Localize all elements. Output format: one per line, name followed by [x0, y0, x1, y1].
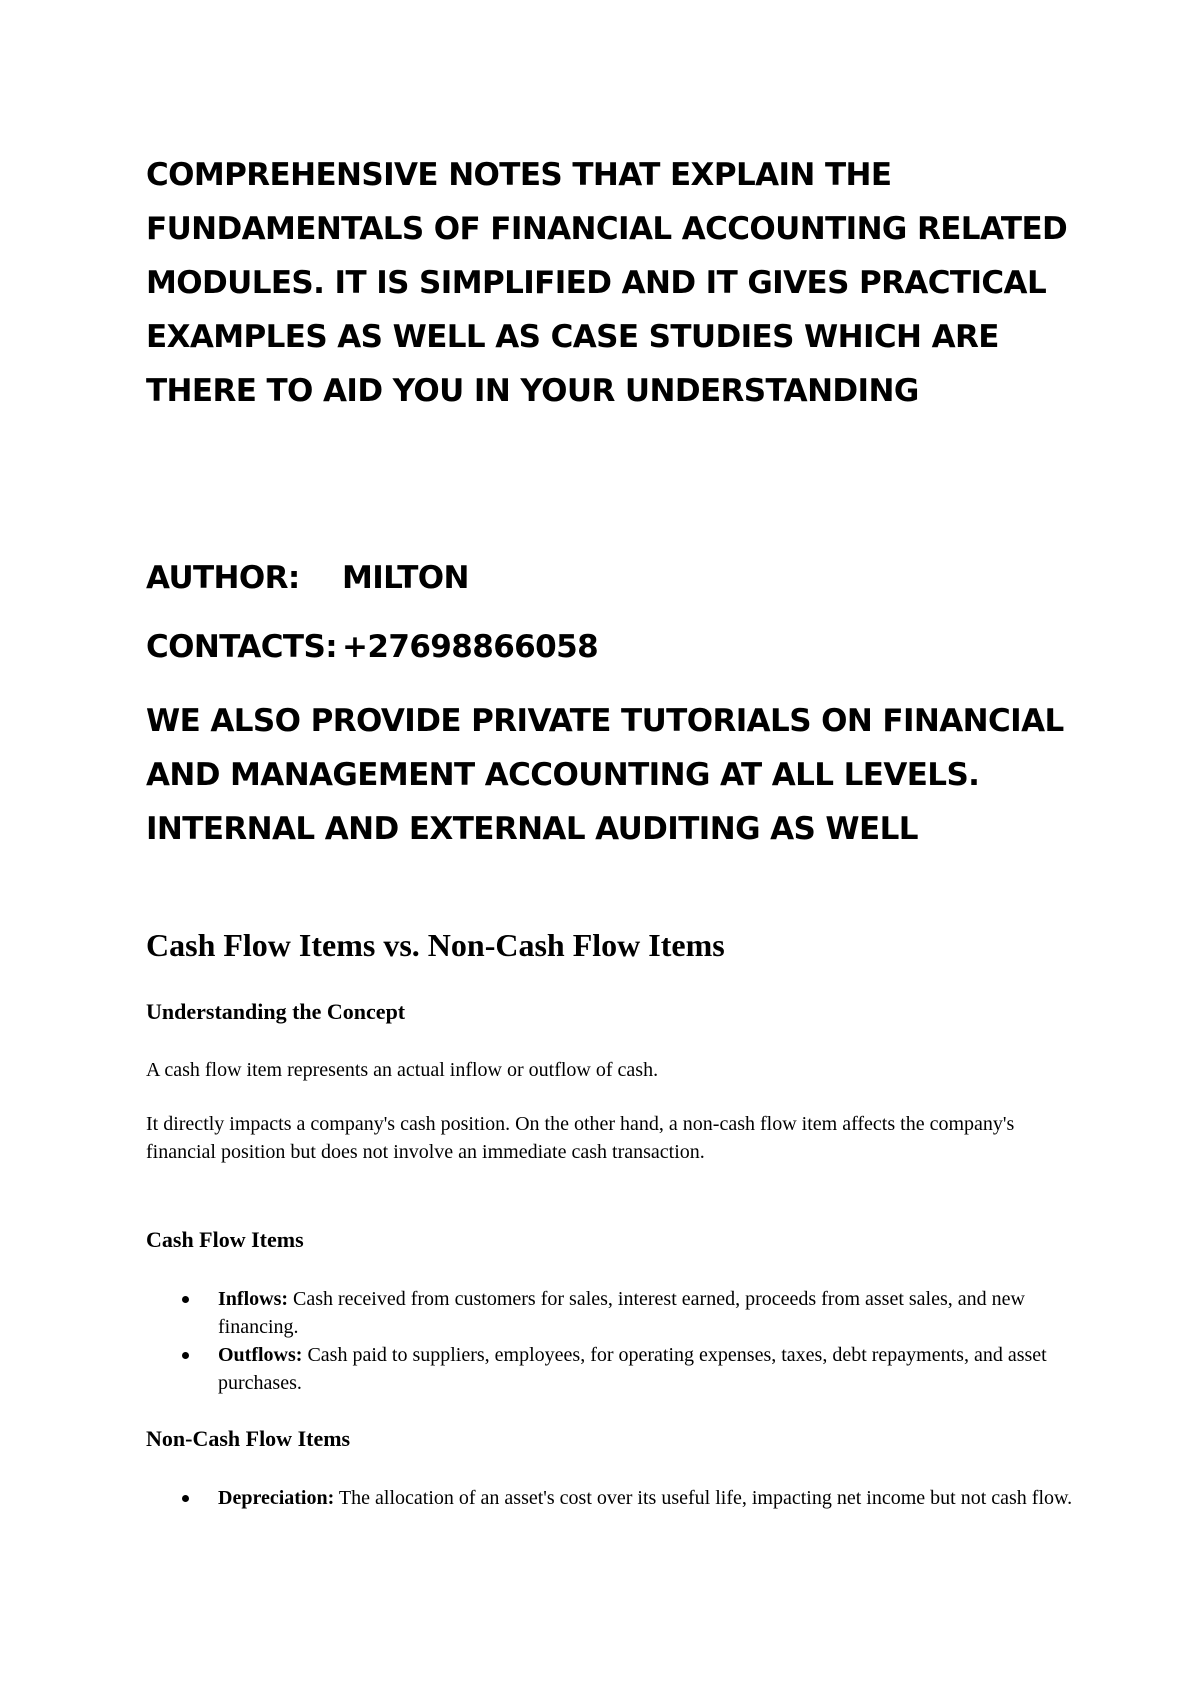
concept-heading: Understanding the Concept	[146, 999, 406, 1024]
bullet-term: Outflows:	[218, 1344, 303, 1366]
bullet-term: Depreciation:	[218, 1487, 335, 1509]
concept-paragraph: A cash flow item represents an actual inflow or outflow of cash.	[146, 1059, 659, 1081]
non-cash-flow-items-list	[146, 1484, 1076, 1512]
bullet-text: Cash paid to suppliers, employees, for operating expenses, taxes, debt repayments, and asset purchases.	[218, 1344, 1047, 1394]
intro-heading: COMPREHENSIVE NOTES THAT EXPLAIN THE FUNDAMENTALS OF FINANCIAL ACCOUNTING RELATED MODULES. IT IS SIMPLIFIED AND IT GIVES PRACTICAL EXAMPLES AS WELL AS CASE STUDIES WHICH ARE THERE TO AID YOU IN YOUR UNDERSTANDING	[146, 157, 1068, 409]
tutorials-promo: WE ALSO PROVIDE PRIVATE TUTORIALS ON FINANCIAL AND MANAGEMENT ACCOUNTING AT ALL LEVELS. INTERNAL AND EXTERNAL AUDITING AS WELL	[146, 703, 1064, 847]
contacts-line	[146, 627, 598, 667]
bullet-icon	[182, 1352, 189, 1359]
author-name: MILTON	[342, 560, 469, 596]
bullet-text: Cash received from customers for sales, interest earned, proceeds from asset sales, and new financing.	[218, 1288, 1025, 1338]
bullet-term: Inflows:	[218, 1288, 289, 1310]
contacts-label: CONTACTS:	[146, 629, 337, 665]
concept-paragraph: It directly impacts a company's cash position. On the other hand, a non-cash flow item affects the company's financial position but does not involve an immediate cash transaction.	[146, 1113, 1015, 1163]
bullet-icon	[182, 1495, 189, 1502]
bullet-icon	[182, 1296, 189, 1303]
list-item	[146, 1341, 1076, 1397]
list-item	[146, 1484, 1076, 1512]
author-line	[146, 558, 469, 598]
non-cash-flow-items-heading: Non-Cash Flow Items	[146, 1426, 351, 1451]
author-label: AUTHOR:	[146, 560, 300, 596]
bullet-text: The allocation of an asset's cost over its useful life, impacting net income but not cash flow.	[338, 1487, 1073, 1509]
cash-flow-items-list	[146, 1285, 1076, 1397]
contacts-phone: +27698866058	[342, 629, 599, 665]
list-item	[146, 1285, 1076, 1341]
section-title: Cash Flow Items vs. Non-Cash Flow Items	[146, 927, 725, 963]
cash-flow-items-heading: Cash Flow Items	[146, 1227, 304, 1252]
